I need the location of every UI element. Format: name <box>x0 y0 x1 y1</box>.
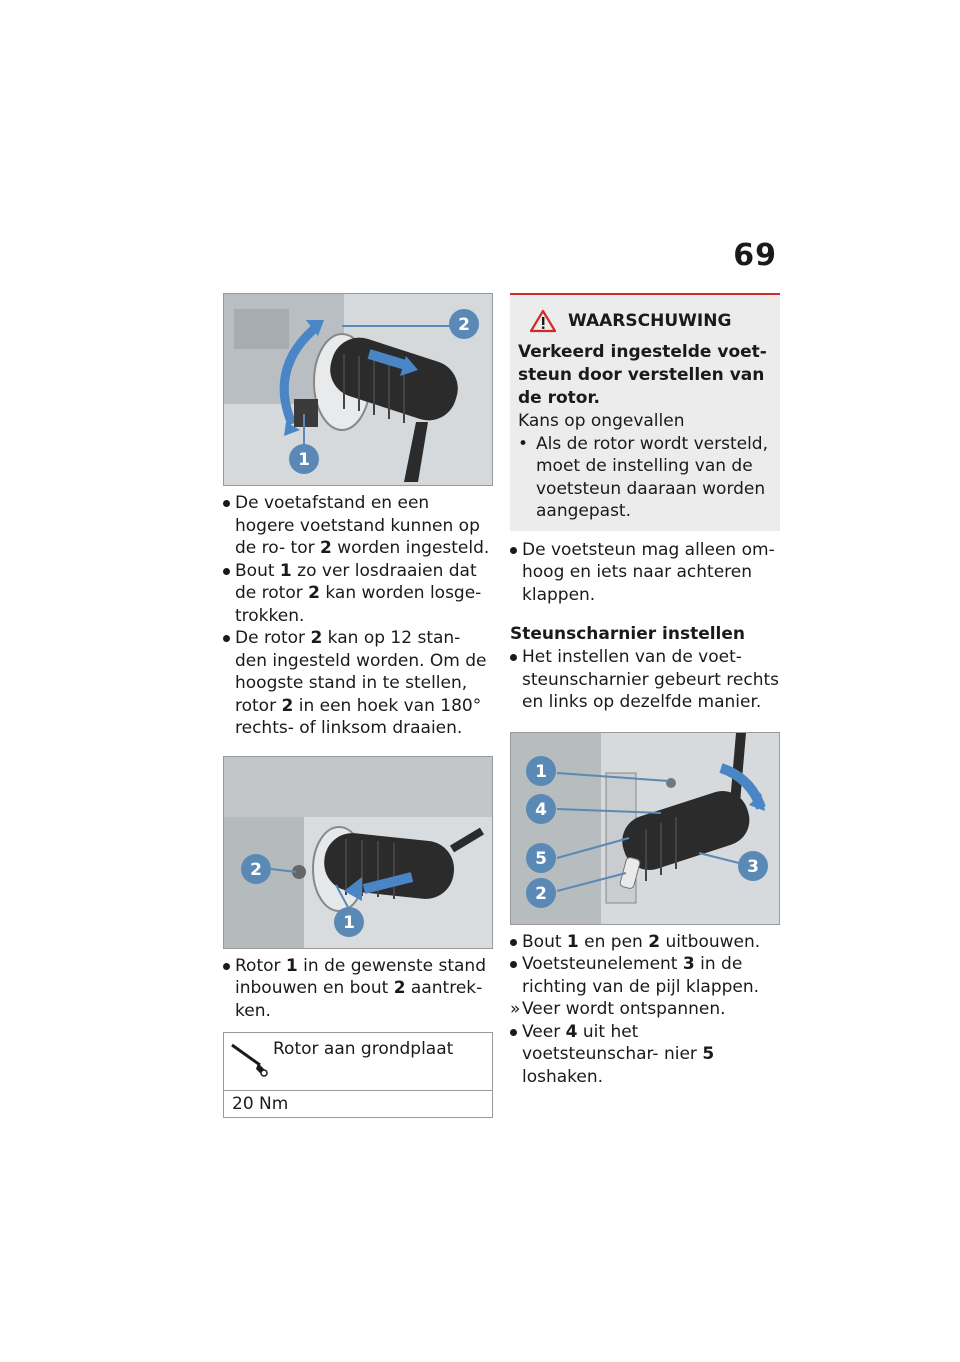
warning-list <box>518 433 772 523</box>
reference-number: 1 <box>566 931 579 952</box>
list-item-text: zo ver losdraaien dat de rotor <box>235 560 477 603</box>
list-item-text: Bout <box>522 931 567 952</box>
hinge-photo <box>510 732 780 925</box>
left-column <box>223 293 493 1118</box>
reference-number: 2 <box>281 695 294 716</box>
instruction-list <box>510 931 780 1089</box>
list-item-text: Rotor <box>235 955 286 976</box>
hinge-illustration <box>511 733 780 924</box>
rotor-install-illustration <box>224 757 493 948</box>
callout-label: 1 <box>535 761 547 782</box>
instruction-list <box>223 492 493 740</box>
result-item <box>510 998 780 1021</box>
reference-number: 2 <box>393 978 406 998</box>
list-item <box>223 627 493 740</box>
callout-label: 5 <box>535 848 547 869</box>
reference-number: 2 <box>319 538 332 558</box>
callout-label: 4 <box>535 799 547 820</box>
list-item <box>510 646 780 714</box>
list-item-text: loshaken. <box>522 1066 604 1087</box>
list-item-text: worden ingesteld. <box>331 538 490 558</box>
section-heading: Steunscharnier instellen <box>510 624 746 644</box>
torque-spec-header <box>224 1033 492 1091</box>
warning-text: Kans op ongevallen <box>518 411 685 431</box>
list-item-text: in de gewenste stand inbouwen en bout <box>235 955 487 998</box>
list-item-text: kan op 12 stan- den ingesteld worden. Om de hoogste stand in te stellen, rotor <box>235 628 487 716</box>
callout-label: 1 <box>343 912 355 933</box>
reference-number: 2 <box>648 931 661 952</box>
instruction-list <box>510 539 780 607</box>
list-item-text: uit het voetsteunschar- nier <box>522 1021 703 1064</box>
torque-label: Rotor aan grondplaat <box>273 1039 454 1059</box>
list-item-text: De voetafstand en een hogere voetstand kunnen op de ro- tor <box>235 493 480 558</box>
list-item-text: Veer <box>522 1021 566 1042</box>
list-item <box>510 931 780 954</box>
list-item <box>510 953 780 998</box>
instruction-list <box>223 955 493 1023</box>
list-item-text: en pen <box>578 931 649 952</box>
list-item-text: uitbouwen. <box>660 931 761 952</box>
list-item-text: in een hoek van 180° rechts- of linksom draaien. <box>235 695 482 738</box>
warning-subtitle: Verkeerd ingestelde voet- steun door verstellen van de rotor. <box>518 342 767 408</box>
reference-number: 2 <box>310 628 323 648</box>
callout-label: 2 <box>250 859 262 880</box>
reference-number: 1 <box>285 955 298 976</box>
list-item <box>510 539 780 607</box>
warning-box <box>510 293 780 531</box>
list-item-text: Bout <box>235 560 280 581</box>
list-item-text: De rotor <box>235 628 311 648</box>
reference-number: 1 <box>279 560 292 581</box>
warning-triangle-icon <box>530 309 556 333</box>
callout-label: 3 <box>747 856 759 877</box>
callout-label: 2 <box>535 883 547 904</box>
reference-number: 5 <box>702 1044 715 1064</box>
reference-number: 4 <box>565 1021 578 1042</box>
rotor-install-photo <box>223 756 493 949</box>
callout-label: 2 <box>458 315 470 335</box>
torque-value: 20 Nm <box>232 1094 289 1114</box>
list-item-text: Veer wordt ontspannen. <box>522 999 726 1019</box>
callout-label: 1 <box>298 450 310 470</box>
list-item <box>223 955 493 1023</box>
footrest-rotor-photo <box>223 293 493 486</box>
torque-wrench-icon <box>230 1041 270 1077</box>
torque-spec-table <box>223 1032 493 1118</box>
reference-number: 2 <box>308 583 320 603</box>
warning-list-item: • Als de rotor wordt versteld, moet de instelling van de voetsteun daaraan worden aangepast. <box>518 433 772 523</box>
page-number: 69 <box>733 238 777 273</box>
warning-title: WAARSCHUWING <box>568 311 732 331</box>
right-column <box>510 293 780 1088</box>
list-item-text: aantrek- ken. <box>235 978 483 1021</box>
list-item <box>223 560 493 628</box>
list-item-text: kan worden losge- trokken. <box>235 583 482 626</box>
list-item-text: in de richting van de pijl klappen. <box>522 954 760 997</box>
list-item <box>223 492 493 560</box>
instruction-list <box>510 646 780 714</box>
list-item-text: De voetsteun mag alleen om- hoog en iets naar achteren klappen. <box>522 539 775 605</box>
list-item <box>510 1021 780 1089</box>
list-item-text: Voetsteunelement <box>522 954 683 974</box>
list-item-text: Het instellen van de voet- steunscharnier gebeurt rechts en links op dezelfde manier. <box>522 647 780 712</box>
reference-number: 3 <box>682 954 695 974</box>
footrest-rotor-illustration <box>224 294 493 485</box>
